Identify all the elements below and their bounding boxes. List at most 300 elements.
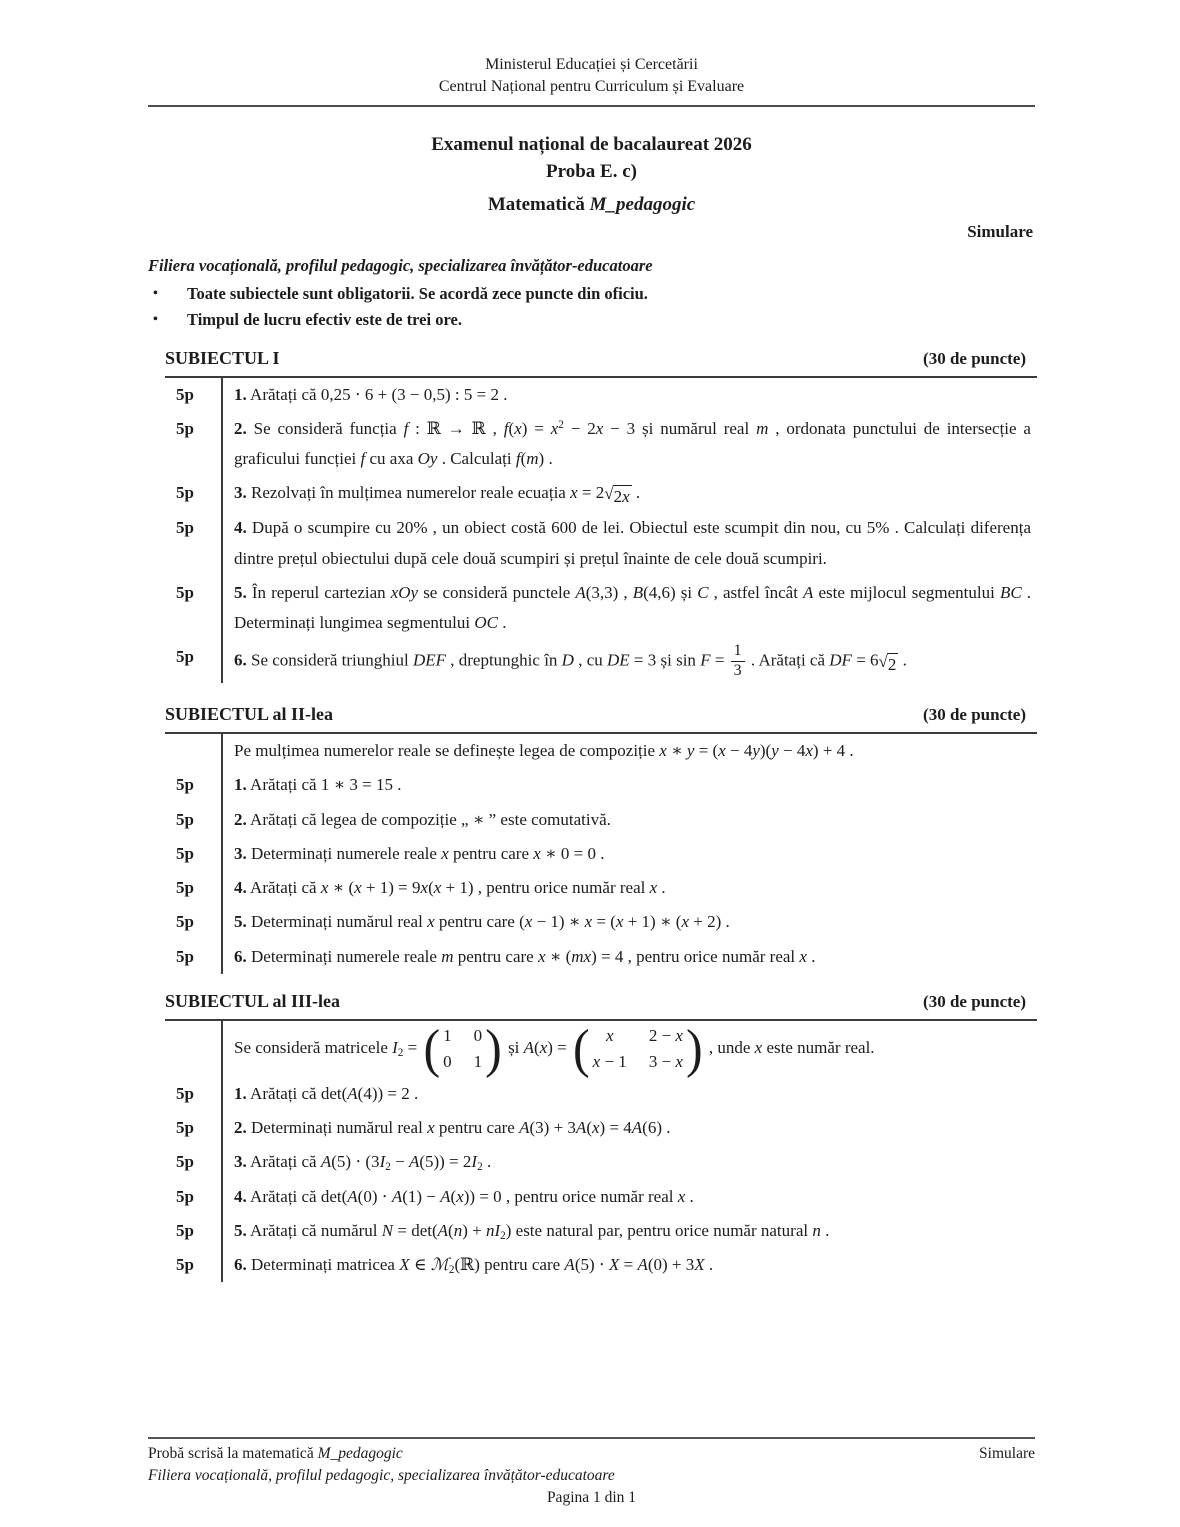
exercise-table <box>165 1019 1037 1283</box>
exercise-text <box>221 1018 1037 1079</box>
session-label: Simulare <box>967 222 1033 242</box>
text-run: se consideră punctele <box>418 582 576 602</box>
text-run: ) = <box>521 418 551 438</box>
text-run: Arătați că <box>246 1152 321 1172</box>
text-run: x <box>615 912 624 932</box>
exercise-number: 6. <box>234 650 247 670</box>
exercise-row <box>165 803 1037 837</box>
points-label: 5p <box>176 384 194 404</box>
text-run: = ( <box>694 741 719 761</box>
text-run: 2 <box>887 654 897 674</box>
radicand <box>887 653 899 677</box>
exercise-row <box>165 1145 1037 1179</box>
notice-list <box>148 281 1035 331</box>
text-run: x <box>433 878 442 898</box>
text-run: = <box>710 650 729 670</box>
text-run: A <box>575 1118 587 1138</box>
text-run: . <box>482 1152 492 1172</box>
exercise-row <box>165 1018 1037 1079</box>
points-label: 5p <box>176 582 194 602</box>
text-run: DF <box>829 650 852 670</box>
fraction-denominator: 3 <box>733 662 742 680</box>
subject-name: Matematică <box>487 194 585 216</box>
math-subscript: 2 <box>477 1161 483 1174</box>
text-run: X <box>399 1255 410 1275</box>
exercise-row <box>165 1077 1037 1111</box>
text-run: + 1) ∗ ( <box>623 912 682 932</box>
text-run: ( <box>586 1118 592 1138</box>
text-run: I <box>392 1037 398 1057</box>
text-run: , cu <box>573 650 607 670</box>
matrix-cell <box>443 1023 452 1049</box>
points-label: 5p <box>176 1152 194 1172</box>
text-run: ) . <box>538 449 553 469</box>
section-subiectul-2 <box>165 704 1037 974</box>
text-run: f <box>515 449 521 469</box>
text-run: Determinați numărul real <box>246 912 428 932</box>
notice-bullet <box>148 281 1035 306</box>
footer-exam-plain: Probă scrisă la matematică <box>148 1445 318 1462</box>
exercise-text <box>221 940 1037 974</box>
text-run: ) + <box>462 1220 486 1240</box>
text-run: n <box>453 1220 463 1240</box>
text-run: = 2 <box>577 483 605 503</box>
text-run: . <box>497 613 507 633</box>
exercise-text <box>221 1180 1037 1214</box>
text-run: (5)) = 2 <box>419 1152 472 1172</box>
points-label: 5p <box>176 1186 194 1206</box>
text-run: (0) + 3 <box>647 1255 695 1275</box>
text-run: A <box>408 1152 420 1172</box>
text-run: A <box>523 1037 535 1057</box>
text-run: B <box>632 582 644 602</box>
points-label: 5p <box>176 809 194 829</box>
text-run: (4,6) și <box>643 582 698 602</box>
text-run: C <box>697 582 709 602</box>
text-run: . <box>685 1186 694 1206</box>
text-run: ( <box>520 449 527 469</box>
exercise-text <box>221 576 1037 641</box>
exercise-number: 2. <box>234 1118 247 1138</box>
math-subscript: 2 <box>385 1161 391 1174</box>
points-label: 5p <box>176 775 194 795</box>
text-run: x <box>514 418 522 438</box>
text-run: (0) ⋅ <box>357 1186 392 1206</box>
points-label: 5p <box>176 1118 194 1138</box>
exercise-row <box>165 1180 1037 1214</box>
text-run: . <box>820 1220 830 1240</box>
text-run: ∗ ( <box>328 878 355 898</box>
text-run: A <box>637 1255 648 1275</box>
text-run: m <box>526 449 539 469</box>
section-heading <box>165 348 1037 369</box>
exercise-number: 5. <box>234 1220 247 1240</box>
text-run: x <box>591 1118 600 1138</box>
math-matrix <box>573 1018 703 1079</box>
text-run: y <box>752 741 760 761</box>
text-run: )) = 0 , pentru orice număr real <box>463 1186 678 1206</box>
text-run: + 2) . <box>688 912 730 932</box>
text-run: Arătați că <box>246 878 321 898</box>
exercise-text <box>221 803 1037 837</box>
text-run: x <box>320 878 329 898</box>
text-run: y <box>686 741 695 761</box>
text-run: 2 <box>613 487 623 507</box>
notice-text: Timpul de lucru efectiv este de trei ore. <box>187 309 462 329</box>
text-run: ) + 4 . <box>812 741 854 761</box>
points-label: 5p <box>176 418 194 438</box>
notice-text: Toate subiectele sunt obligatorii. Se acordă zece puncte din oficiu. <box>187 284 648 304</box>
math-subscript: 2 <box>448 1264 455 1277</box>
text-run: − 4 <box>778 741 806 761</box>
text-run: Determinați numerele reale <box>246 946 442 966</box>
text-run: Se consideră funcția <box>246 418 404 438</box>
text-run: x <box>539 1037 548 1057</box>
text-run: A <box>347 1186 358 1206</box>
text-run: În reperul cartezian <box>246 582 391 602</box>
exercise-number: 3. <box>234 843 247 863</box>
text-run: x <box>524 912 533 932</box>
text-run: . <box>806 946 816 966</box>
text-run: = 3 și sin <box>629 650 701 670</box>
exercise-row <box>165 905 1037 939</box>
text-run: 0 <box>443 1052 452 1072</box>
points-label: 5p <box>176 1083 194 1103</box>
exercise-number: 5. <box>234 912 247 932</box>
footer-line1 <box>148 1443 1035 1465</box>
exercise-text <box>221 837 1037 871</box>
exercise-row <box>165 1248 1037 1282</box>
text-run: După o scumpire cu 20% , un obiect costă 600 de lei. Obiectul este scumpit din nou, cu 5% . Calculați diferența dintre prețul obiectului după cele două scumpiri și prețul înainte de cele două scumpiri. <box>234 518 1031 568</box>
text-run: : ℝ → ℝ , <box>408 418 504 438</box>
text-run: Se consideră matricele <box>234 1037 393 1057</box>
points-label: 5p <box>176 518 194 538</box>
text-run: Se consideră triunghiul <box>246 650 413 670</box>
text-run: A <box>391 1186 403 1206</box>
text-run: x <box>659 741 667 761</box>
text-run: = 6 <box>851 650 879 670</box>
section-subiectul-1 <box>165 348 1037 683</box>
points-label: 5p <box>176 1255 194 1275</box>
exercise-row <box>165 734 1037 768</box>
text-run: (3) + 3 <box>529 1118 576 1138</box>
matrix-cell <box>649 1049 683 1075</box>
text-run: A <box>437 1220 449 1240</box>
exercise-number: 2. <box>234 809 247 829</box>
text-run: ( <box>534 1037 540 1057</box>
text-run: mx <box>571 946 592 966</box>
text-run: x <box>805 741 813 761</box>
text-run: + 1) = 9 <box>361 878 421 898</box>
text-run: x <box>441 843 449 863</box>
text-run: m <box>756 418 769 438</box>
text-run: xOy <box>390 582 419 602</box>
header-rule <box>148 105 1035 107</box>
text-run: Determinați matricea <box>246 1255 400 1275</box>
exercise-number: 2. <box>234 418 247 438</box>
footer-filiera: Filiera vocațională, profilul pedagogic, specializarea învățător-educatoare <box>148 1467 615 1484</box>
text-run: cu axa <box>365 449 418 469</box>
text-run: x <box>718 741 726 761</box>
exam-title-line2: Proba E. c) <box>546 160 637 182</box>
points-label <box>165 734 221 768</box>
math-sqrt <box>879 653 899 677</box>
math-sqrt <box>604 485 631 509</box>
exercise-number: 3. <box>234 483 247 503</box>
text-run: I <box>379 1152 386 1172</box>
exercise-row <box>165 511 1037 576</box>
exercise-table <box>165 732 1037 974</box>
points-label: 5p <box>176 878 194 898</box>
subject-title <box>148 194 1035 216</box>
footer-exam-name <box>148 1443 403 1465</box>
text-run: n <box>812 1220 821 1240</box>
exercise-row <box>165 476 1037 511</box>
text-run: A <box>564 1255 575 1275</box>
footer-exam-variant: M_pedagogic <box>317 1445 403 1462</box>
matrix-paren-left: ( <box>573 1018 590 1079</box>
text-run: ( <box>508 418 515 438</box>
notice-bullet <box>148 307 1035 332</box>
exercise-text <box>221 412 1037 477</box>
text-run: Arătați că legea de compoziție „ ∗ ” este comutativă. <box>246 809 611 829</box>
matrix-cell <box>474 1049 483 1075</box>
radical-icon: √ <box>878 651 888 671</box>
text-run: 2 − <box>648 1025 676 1045</box>
matrix-entries <box>443 1023 482 1075</box>
exam-title <box>148 132 1035 185</box>
matrix-cell <box>443 1049 452 1075</box>
text-run: nI <box>485 1220 501 1240</box>
text-run: x <box>354 878 362 898</box>
text-run: x <box>537 946 546 966</box>
exercise-row <box>165 837 1037 871</box>
text-run: f <box>503 418 509 438</box>
filiera-note: Filiera vocațională, profilul pedagogic, specializarea învățător-educatoare <box>148 256 653 276</box>
exercise-number: 3. <box>234 1152 247 1172</box>
text-run: ℳ <box>430 1255 449 1275</box>
text-run: x <box>584 912 593 932</box>
text-run: m <box>441 946 454 966</box>
footer-page-number: Pagina 1 din 1 <box>546 1489 637 1506</box>
text-run: = det( <box>393 1220 438 1240</box>
text-run: A <box>320 1152 332 1172</box>
exercise-row <box>165 940 1037 974</box>
text-run: A <box>440 1186 451 1206</box>
exercise-number: 4. <box>234 1186 247 1206</box>
text-run: Oy <box>417 449 438 469</box>
text-run: x <box>592 1052 601 1072</box>
exercise-text <box>221 1248 1037 1282</box>
text-run: X <box>694 1255 705 1275</box>
exercise-row <box>165 1214 1037 1248</box>
section-points: (30 de puncte) <box>923 991 1026 1011</box>
text-run: A <box>631 1118 643 1138</box>
text-run: + 1) , pentru orice număr real <box>441 878 650 898</box>
exercise-text <box>221 734 1037 768</box>
exercise-text <box>221 640 1037 683</box>
text-run: , dreptunghic în <box>446 650 562 670</box>
text-run: − 4 <box>725 741 753 761</box>
bullet-icon: • <box>153 311 158 327</box>
exercise-number: 4. <box>234 518 247 538</box>
text-run: . <box>898 650 907 670</box>
text-run: Arătați că det( <box>246 1186 348 1206</box>
text-run: , unde <box>704 1037 755 1057</box>
text-run: x <box>675 1025 683 1045</box>
exercise-row <box>165 576 1037 641</box>
text-run: F <box>700 650 711 670</box>
text-run: DEF <box>412 650 446 670</box>
text-run: DE <box>607 650 630 670</box>
text-run: . <box>704 1255 714 1275</box>
text-run: ∈ <box>409 1255 431 1275</box>
footer-session: Simulare <box>979 1445 1035 1462</box>
text-run: 1 <box>473 1052 483 1072</box>
text-run: − 2 <box>563 418 596 438</box>
exercise-text <box>221 511 1037 576</box>
section-title: SUBIECTUL al III-lea <box>165 990 341 1011</box>
matrix-cell <box>593 1023 627 1049</box>
exam-title-line1: Examenul național de bacalaureat 2026 <box>431 134 752 156</box>
text-run: ( <box>428 878 434 898</box>
exercise-row <box>165 1111 1037 1145</box>
text-run: D <box>561 650 574 670</box>
text-run: x <box>533 843 541 863</box>
text-run: (5) ⋅ (3 <box>331 1152 380 1172</box>
text-run: N <box>381 1220 394 1240</box>
text-run: x <box>420 878 429 898</box>
text-run: pentru care <box>434 1118 520 1138</box>
text-run: x <box>550 418 559 438</box>
matrix-cell <box>474 1023 483 1049</box>
text-run: x <box>681 912 689 932</box>
text-run: x <box>595 418 604 438</box>
text-run: )( <box>759 741 772 761</box>
exercise-text <box>221 1145 1037 1179</box>
ministry-header <box>148 54 1035 98</box>
exercise-text <box>221 378 1037 412</box>
center-line: Centrul Național pentru Curriculum și Evaluare <box>438 78 745 96</box>
exercise-text <box>221 768 1037 802</box>
text-run: x <box>799 946 807 966</box>
section-title: SUBIECTUL I <box>165 347 280 368</box>
math-supscript: 2 <box>558 418 564 431</box>
text-run: − 3 și numărul real <box>603 418 757 438</box>
exercise-number: 6. <box>234 1255 247 1275</box>
text-run: Pe mulțimea numerelor reale se definește legea de compoziție <box>234 741 660 761</box>
text-run: = <box>403 1037 422 1057</box>
section-points: (30 de puncte) <box>923 705 1026 725</box>
text-run: ∗ 0 = 0 . <box>540 843 605 863</box>
text-run: (3,3) , <box>585 582 633 602</box>
text-run: A <box>575 582 586 602</box>
exercise-number: 4. <box>234 878 247 898</box>
text-run: . Arătați că <box>746 650 830 670</box>
text-run: ∗ <box>666 741 687 761</box>
text-run: Arătați că 0,25 ⋅ 6 + (3 − 0,5) : 5 = 2 . <box>246 384 508 404</box>
exercise-row <box>165 871 1037 905</box>
fraction-numerator: 1 <box>731 642 745 662</box>
text-run: Arătați că det( <box>246 1083 348 1103</box>
points-label: 5p <box>176 1220 194 1240</box>
text-run: (1) − <box>402 1186 441 1206</box>
text-run: A <box>803 582 814 602</box>
exercise-number: 5. <box>234 582 247 602</box>
page-footer <box>148 1437 1035 1509</box>
math-subscript: 2 <box>397 1046 404 1059</box>
points-label: 5p <box>176 647 194 667</box>
text-run: A <box>519 1118 530 1138</box>
text-run: x <box>649 878 658 898</box>
subject-variant: M_pedagogic <box>589 194 696 216</box>
text-run: BC <box>999 582 1022 602</box>
exercise-row <box>165 640 1037 683</box>
section-subiectul-3 <box>165 991 1037 1283</box>
matrix-cell <box>593 1049 627 1075</box>
text-run: x <box>675 1052 683 1072</box>
text-run: ( <box>450 1186 457 1206</box>
text-run: și <box>503 1037 524 1057</box>
text-run: − 1) ∗ <box>532 912 585 932</box>
text-run: pentru care <box>448 843 534 863</box>
exercise-row <box>165 412 1037 477</box>
text-run: pentru care ( <box>434 912 525 932</box>
text-run: ) = 4 , pentru orice număr real <box>591 946 800 966</box>
points-label <box>165 1021 221 1077</box>
text-run: X <box>608 1255 620 1275</box>
exercise-number: 1. <box>234 775 247 795</box>
text-run: − <box>390 1152 409 1172</box>
text-run: Rezolvați în mulțimea numerelor reale ecuația <box>246 483 571 503</box>
text-run: 0 <box>473 1025 483 1045</box>
text-run: x <box>622 487 630 507</box>
points-label: 5p <box>176 912 194 932</box>
section-title: SUBIECTUL al II-lea <box>165 704 334 725</box>
points-label: 5p <box>176 946 194 966</box>
exercise-row <box>165 768 1037 802</box>
text-run: f <box>403 418 409 438</box>
exercise-text <box>221 1111 1037 1145</box>
exercise-text <box>221 1077 1037 1111</box>
matrix-cell <box>649 1023 683 1049</box>
text-run: Determinați numerele reale <box>246 843 442 863</box>
math-subscript: 2 <box>500 1230 506 1243</box>
text-run: I <box>471 1152 478 1172</box>
text-run: . <box>657 878 666 898</box>
text-run: x <box>427 912 435 932</box>
text-run: = <box>619 1255 638 1275</box>
text-run: (6) . <box>642 1118 671 1138</box>
exercise-number: 6. <box>234 946 247 966</box>
points-label: 5p <box>176 483 194 503</box>
exercise-row <box>165 378 1037 412</box>
text-run: x <box>754 1037 763 1057</box>
text-run: , ordonata punctului de intersecție a graficului funcției <box>234 418 1031 469</box>
text-run: ( <box>448 1220 454 1240</box>
text-run: . <box>631 483 641 503</box>
matrix-entries <box>593 1023 683 1075</box>
text-run: x <box>570 483 578 503</box>
exercise-table <box>165 376 1037 683</box>
section-points: (30 de puncte) <box>923 348 1026 368</box>
text-run: x <box>427 1118 435 1138</box>
text-run: ) este natural par, pentru orice număr natural <box>505 1220 813 1240</box>
text-run: y <box>771 741 779 761</box>
matrix-paren-right: ) <box>685 1018 703 1079</box>
text-run: x <box>677 1186 686 1206</box>
exercise-text <box>221 1214 1037 1248</box>
